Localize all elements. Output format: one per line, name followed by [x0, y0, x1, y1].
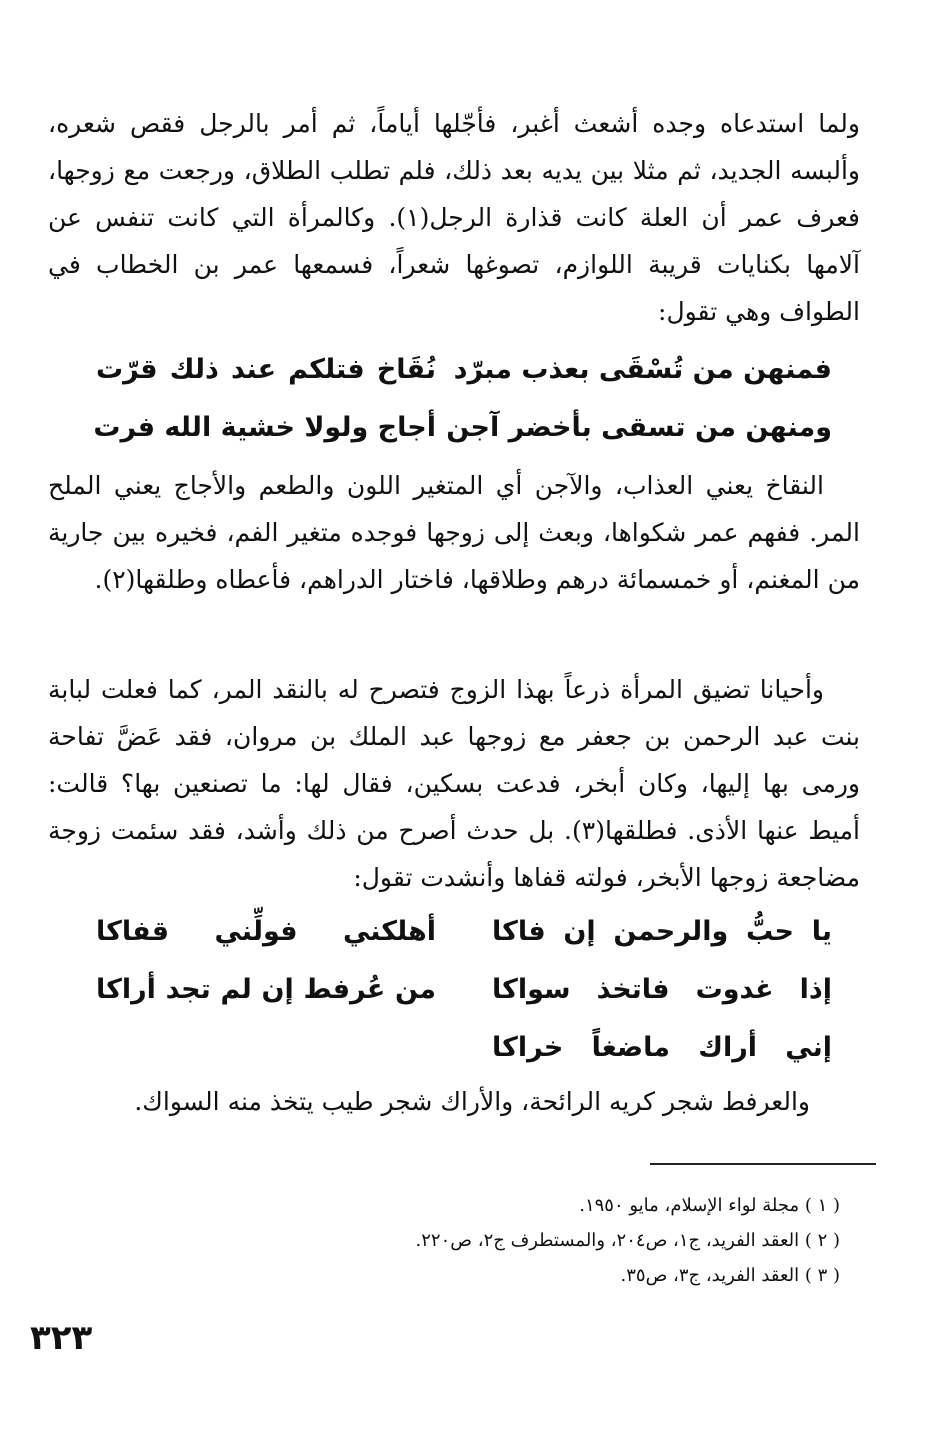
poem-1-verse-2-first-hemistich: ومنهن من تسقى بأخضر آجن: [446, 411, 832, 443]
paragraph-4: [120, 1078, 810, 1125]
poem-2-verse-2-second-hemistich: من عُرفط إن لم تجد أراكا: [96, 973, 436, 1005]
poem-1-verse-1-first-hemistich: فمنهن من تُسْقَى بعذب مبرّد: [453, 353, 832, 385]
poem-1-verse-1-second-hemistich: نُقَاخ فتلكم عند ذلك قرّت: [96, 353, 436, 385]
poem-2-verse-2-first-hemistich: إذا غدوت فاتخذ سواكا: [492, 973, 832, 1005]
footnotes: [300, 1188, 840, 1293]
footnote-1: ( ١ ) مجلة لواء الإسلام، مايو ١٩٥٠.: [579, 1195, 840, 1216]
poem-1-verse-2: [93, 398, 832, 456]
paragraph-1-text: ولما استدعاه وجده أشعث أغبر، فأجّلها أياماً، ثم أمر بالرجل فقص شعره، وألبسه الجديد، ثم مثلا بين يديه بعد ذلك، فلم تطلب الطلاق، ورجعت مع زوجها، فعرف عمر أن العلة كانت قذارة الرجل(١). وكالمرأة التي كانت تنفس عن آلامها بكنايات قريبة اللوازم، تصوغها شعراً، فسمعها عمر بن الخطاب في الطواف وهي تقول:: [48, 109, 861, 326]
poem-1-verse-2-second-hemistich: أجاج ولولا خشية الله فرت: [93, 411, 436, 443]
page-number: ٣٢٣: [30, 1318, 93, 1358]
poem-2: [96, 902, 832, 1076]
paragraph-3: [48, 666, 860, 901]
poem-2-verse-1-first-hemistich: يا حبُّ والرحمن إن فاكا: [492, 915, 832, 947]
poem-1: [93, 340, 832, 456]
paragraph-4-text: والعرفط شجر كريه الرائحة، والأراك شجر طيب يتخذ منه السواك.: [134, 1087, 810, 1116]
paragraph-2: [48, 462, 860, 603]
poem-2-verse-2: [96, 960, 832, 1018]
paragraph-1: [48, 100, 860, 335]
poem-2-verse-1: [96, 902, 832, 960]
footnote-3: ( ٣ ) العقد الفريد، ج٣، ص٣٥.: [620, 1265, 840, 1286]
poem-2-verse-1-second-hemistich: أهلكني فولِّني قفاكا: [96, 915, 436, 947]
footnote-separator-rule: [650, 1163, 876, 1165]
poem-1-verse-1: [96, 340, 832, 398]
poem-2-verse-3-first-hemistich: إني أراك ماضغاً خراكا: [492, 1031, 832, 1063]
poem-2-verse-3: [96, 1018, 832, 1076]
paragraph-3-text: وأحيانا تضيق المرأة ذرعاً بهذا الزوج فتصرح له بالنقد المر، كما فعلت لبابة بنت عبد الرحمن بن جعفر مع زوجها عبد الملك بن مروان، فقد عَضَّ تفاحة ورمى بها إليها، وكان أبخر، فدعت بسكين، فقال لها: ما تصنعين بها؟ قالت: أميط عنها الأذى. فطلقها(٣). بل حدث أصرح من ذلك وأشد، فقد سئمت زوجة مضاجعة زوجها الأبخر، فولته قفاها وأنشدت تقول:: [48, 675, 860, 892]
footnote-2: ( ٢ ) العقد الفريد، ج١، ص٢٠٤، والمستطرف ج٢، ص٢٢٠.: [415, 1230, 840, 1251]
paragraph-2-text: النقاخ يعني العذاب، والآجن أي المتغير اللون والطعم والأجاج يعني الملح المر. ففهم عمر شكواها، وبعث إلى زوجها فوجده متغير الفم، فخيره بين جارية من المغنم، أو خمسمائة درهم وطلاقها، فاختار الدراهم، فأعطاه وطلقها(٢).: [48, 471, 860, 594]
